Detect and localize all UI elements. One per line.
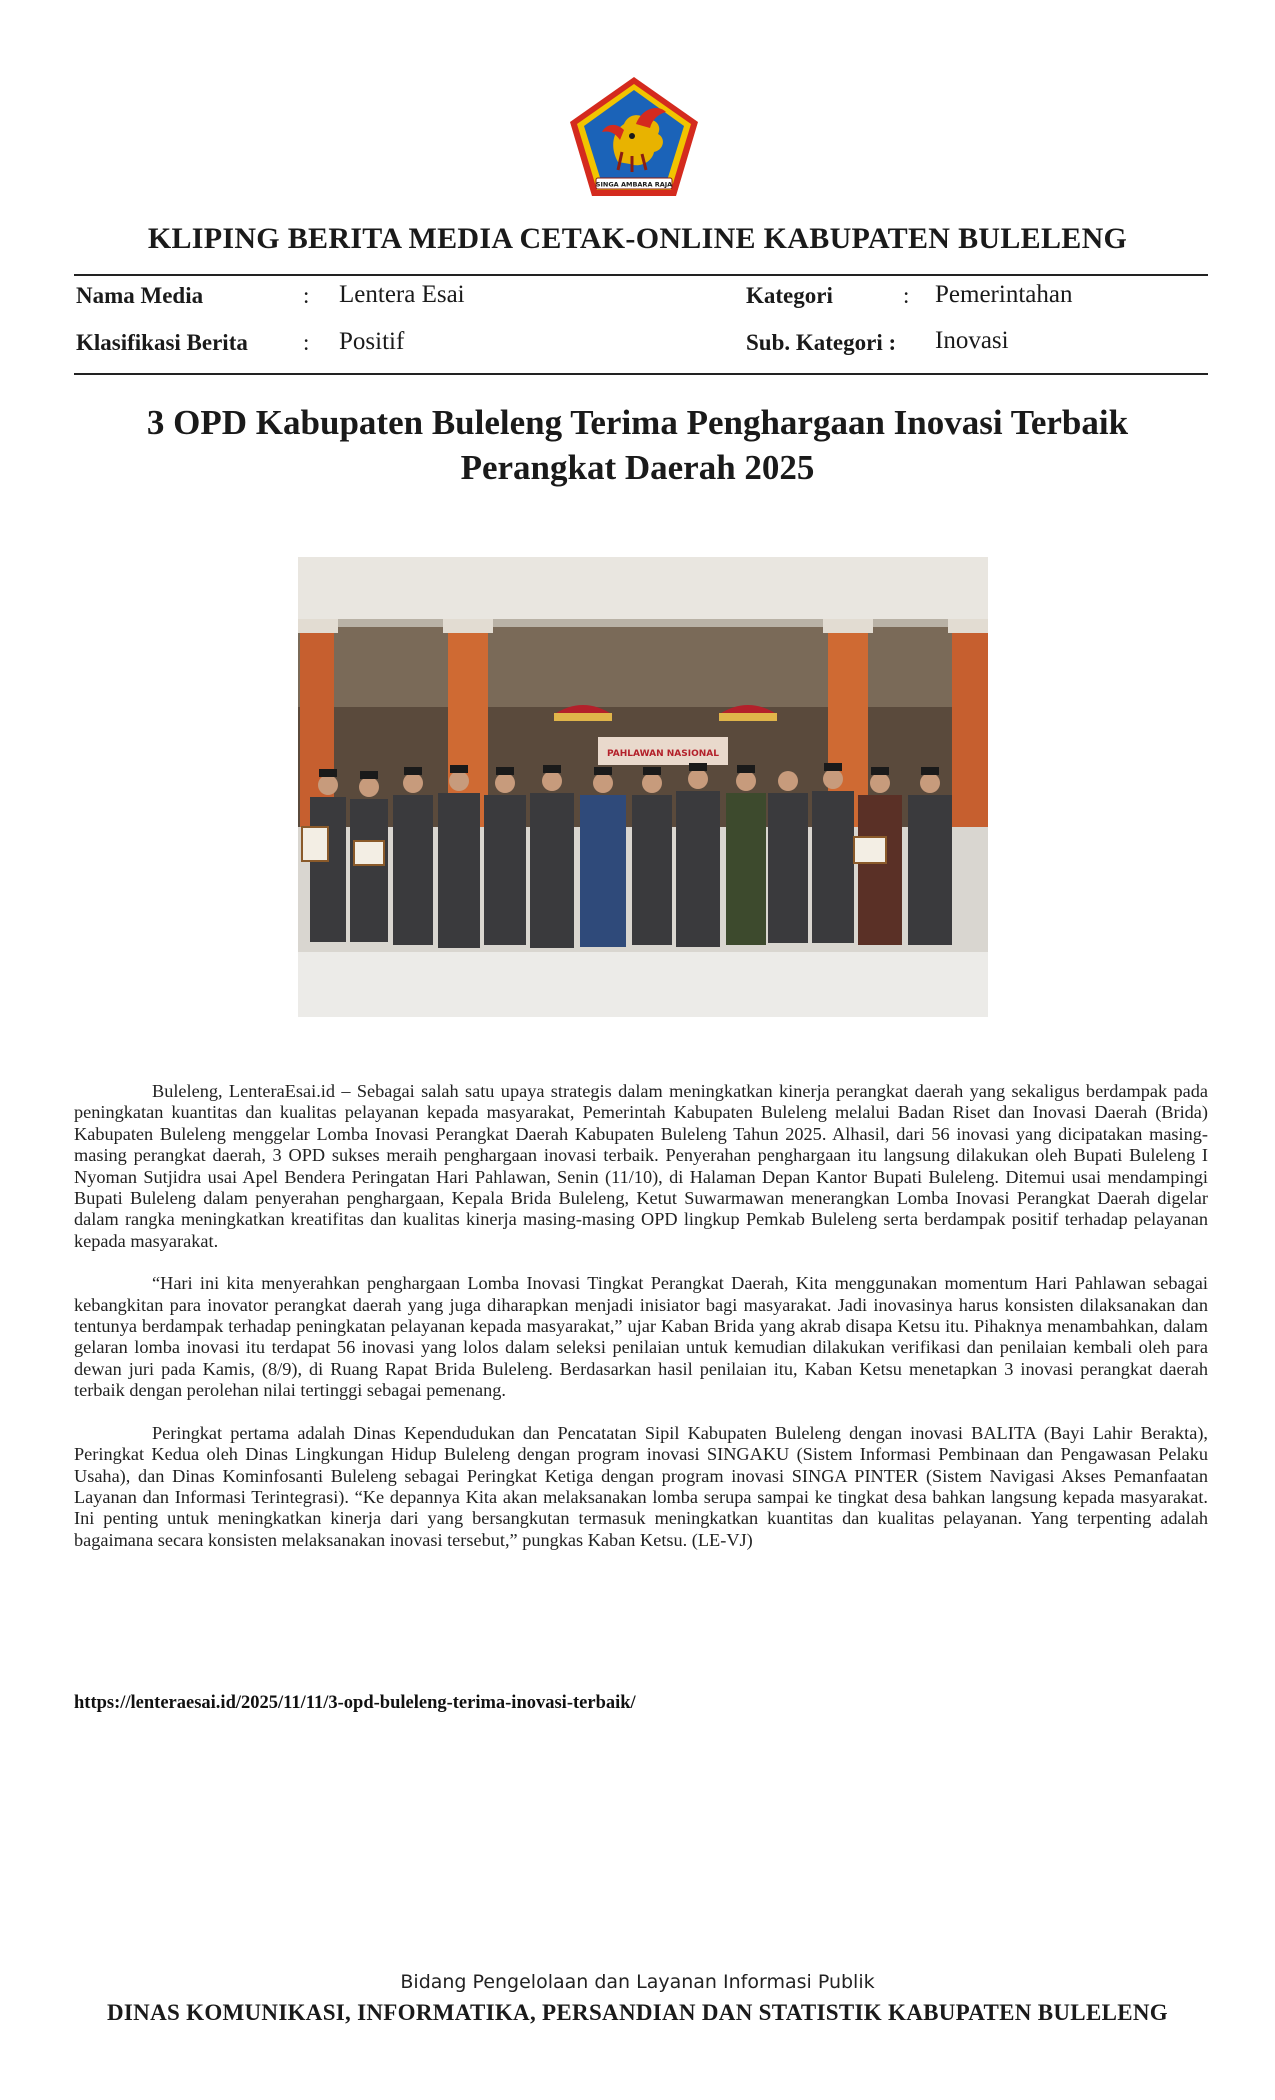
photo-banner-text: PAHLAWAN NASIONAL — [607, 749, 719, 759]
nama-media-colon: : — [303, 283, 310, 308]
sub-kategori-value: Inovasi — [935, 327, 1009, 354]
article-paragraph: Buleleng, LenteraEsai.id – Sebagai salah satu upaya strategis dalam meningkatkan kinerja perangkat daerah yang sekaligus berdampak pada peningkatan kuantitas dan kualitas pelayanan kepada masyarakat, Pemerintah Kabupaten Buleleng melalui Badan Riset dan Inovasi Daerah (Brida) Kabupaten Buleleng menggelar Lomba Inovasi Perangkat Daerah Kabupaten Buleleng Tahun 2025. Alhasil, dari 56 inovasi yang dicipatakan masing-masing perangkat daerah, 3 OPD sukses meraih penghargaan inovasi terbaik. Penyerahan penghargaan itu langsung dilakukan oleh Bupati Buleleng I Nyoman Sutjidra usai Apel Bendera Peringatan Hari Pahlawan, Senin (11/10), di Halaman Depan Kantor Bupati Buleleng. Ditemui usai mendampingi Bupati Buleleng dalam penyerahan penghargaan, Kepala Brida Buleleng, Ketut Suwarmawan menerangkan Lomba Inovasi Perangkat Daerah digelar dalam rangka meningkatkan kreatifitas dan kualitas kinerja masing-masing OPD lingkup Pemkab Buleleng serta berdampak positif terhadap pelayanan kepada masyarakat. — [74, 1081, 1208, 1251]
article-photo — [298, 557, 988, 1017]
buleleng-logo — [566, 74, 702, 200]
source-link[interactable]: https://lenteraesai.id/2025/11/11/3-opd-buleleng-terima-inovasi-terbaik/ — [74, 1693, 636, 1713]
divider-bottom — [74, 373, 1208, 375]
klasifikasi-value: Positif — [339, 328, 405, 355]
article-headline: 3 OPD Kabupaten Buleleng Terima Penghargaan Inovasi Terbaik Perangkat Daerah 2025 — [146, 403, 1129, 487]
article-paragraph: “Hari ini kita menyerahkan penghargaan Lomba Inovasi Tingkat Perangkat Daerah, Kita menggunakan momentum Hari Pahlawan sebagai kebangkitan para inovator perangkat daerah yang juga diharapkan menjadi inisiator bagi masyarakat. Jadi inovasinya harus konsisten dilaksanakan dan tentunya berdampak terhadap peningkatan pelayanan kepada masyarakat,” ujar Kaban Brida yang akrab disapa Ketsu itu. Pihaknya menambahkan, dalam gelaran lomba inovasi itu terdapat 56 inovasi yang lolos dalam seleksi penilaian untuk kemudian dilakukan verifikasi dan penilaian kembali oleh para dewan juri pada Kamis, (8/9), di Ruang Rapat Brida Buleleng. Berdasarkan hasil penilaian itu, Kaban Ketsu menetapkan 3 inovasi perangkat daerah terbaik dengan perolehan nilai tertinggi sebagai pemenang. — [74, 1273, 1208, 1401]
kategori-value: Pemerintahan — [935, 281, 1073, 308]
nama-media-label: Nama Media — [76, 283, 204, 308]
sub-kategori-label: Sub. Kategori : — [746, 330, 897, 355]
klasifikasi-colon: : — [303, 330, 310, 355]
klasifikasi-label: Klasifikasi Berita — [76, 330, 248, 355]
divider-top — [74, 274, 1208, 276]
footer-subtitle: Bidang Pengelolaan dan Layanan Informasi Publik — [400, 1971, 875, 1993]
clipping-title: KLIPING BERITA MEDIA CETAK-ONLINE KABUPATEN BULELENG — [147, 222, 1128, 255]
logo-motto: SINGA AMBARA RAJA — [595, 180, 673, 189]
kategori-label: Kategori — [746, 283, 833, 308]
footer-organization: DINAS KOMUNIKASI, INFORMATIKA, PERSANDIAN DAN STATISTIK KABUPATEN BULELENG — [107, 2000, 1168, 2025]
article-body — [74, 1081, 1208, 1572]
article-paragraph: Peringkat pertama adalah Dinas Kependudukan dan Pencatatan Sipil Kabupaten Buleleng dengan inovasi BALITA (Bayi Lahir Berakta), Peringkat Kedua oleh Dinas Lingkungan Hidup Buleleng dengan program inovasi SINGAKU (Sistem Informasi Pembinaan dan Pengawasan Pelaku Usaha), dan Dinas Kominfosanti Buleleng sebagai Peringkat Ketiga dengan program inovasi SINGA PINTER (Sistem Navigasi Akses Pemanfaatan Layanan dan Informasi Terintegrasi). “Ke depannya Kita akan melaksanakan lomba serupa sampai ke tingkat desa bahkan langsung kepada masyarakat. Ini penting untuk meningkatkan kinerja dari yang bersangkutan termasuk meningkatkan kuantitas dan kualitas pelayanan. Yang terpenting adalah bagaimana secara konsisten melaksanakan inovasi tersebut,” pungkas Kaban Ketsu. (LE-VJ) — [74, 1422, 1208, 1550]
kategori-colon: : — [903, 283, 910, 308]
nama-media-value: Lentera Esai — [339, 281, 465, 308]
